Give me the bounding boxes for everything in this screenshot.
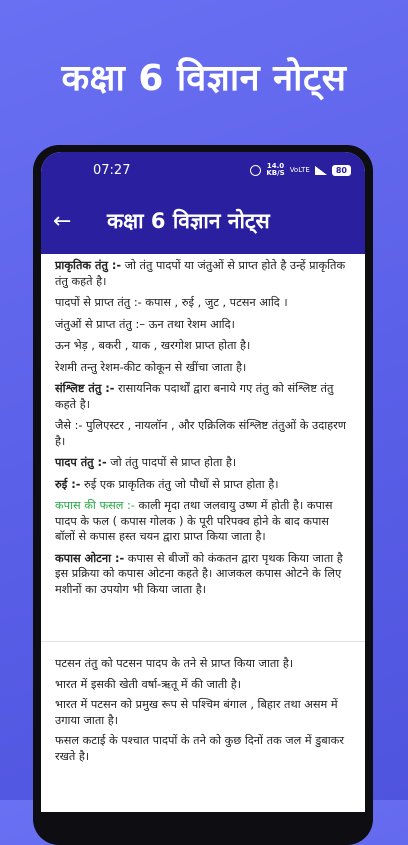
term-highlight: कपास की फसल :- <box>55 499 135 512</box>
note-paragraph: जैसे :- पुलिएस्टर , नायलॉन , और एक्रिलिक संश्लिष्ट तंतुओं के उदाहरण है। <box>55 419 346 448</box>
note-paragraph: प्राकृतिक तंतु :- जो तंतु पादपों या जंतुओं से प्राप्त होते है उन्हें प्राकृतिक तंतु कहते है। <box>55 259 346 288</box>
note-paragraph: संश्लिष्ट तंतु :- रासायनिक पदार्थों द्वारा बनाये गए तंतु को संश्लिष्ट तंतु कहते है। <box>55 382 334 411</box>
term: रुई :- <box>55 477 81 491</box>
status-time: 07:27 <box>93 162 131 178</box>
network-speed: 14.0 KB/S <box>266 162 285 177</box>
note-paragraph: भारत में पटसन को प्रमुख रूप से पश्चिम बंगाल , बिहार तथा असम में उगाया जाता है। <box>55 698 338 727</box>
status-bar <box>41 152 365 188</box>
note-paragraph: पटसन तंतु को पटसन पादप के तने से प्राप्त किया जाता है। <box>55 657 294 670</box>
note-paragraph: कपास ओटना :- कपास से बीजों को कंकतन द्वारा पृथक किया जाता है इस प्रक्रिया को कपास ओटना कहते है। आजकल कपास ओटने के लिए मशीनों का उपयोग भी किया जाता है। <box>55 551 343 596</box>
term: कपास ओटना :- <box>55 551 125 565</box>
notes-section-jute <box>55 656 351 764</box>
note-paragraph: कपास की फसल :- काली मृदा तथा जलवायु उष्ण में होती है। कपास पादप के फल ( कपास गोलक ) के पूरी परिपक्व होने के बाद कपास बॉलों से कपास हस्त चयन द्वारा प्राप्त किया जाता है। <box>55 499 333 543</box>
app-title: कक्षा 6 विज्ञान नोट्स <box>107 209 270 233</box>
arrow-left-icon[interactable]: ← <box>53 208 72 234</box>
note-paragraph: ऊन भेड़ , बकरी , याक , खरगोश प्राप्त होता है। <box>55 339 251 352</box>
note-paragraph: जंतुओं से प्राप्त तंतु :– ऊन तथा रेशम आदि। <box>55 317 235 331</box>
note-paragraph: रेशमी तन्तु रेशम-कीट कोकून से खींचा जाता है। <box>55 360 247 374</box>
note-paragraph: पादप तंतु :- जो तंतु पादपों से प्राप्त होता है। <box>55 456 237 469</box>
status-icons <box>250 163 351 177</box>
alarm-icon <box>250 165 261 176</box>
notes-content <box>41 254 365 764</box>
battery-icon: 80 <box>332 165 351 176</box>
note-paragraph: भारत में इसकी खेती वर्षा-ऋतू में की जाती है। <box>55 677 242 691</box>
app-bar <box>41 188 365 254</box>
note-paragraph: फसल कटाई के पश्चात पादपों के तने को कुछ दिनों तक जल में डुबाकर रखते है। <box>55 734 344 763</box>
term: प्राकृतिक तंतु :- <box>55 259 122 272</box>
term: संश्लिष्ट तंतु :- <box>55 382 115 395</box>
phone-screen <box>41 152 365 812</box>
signal-icon <box>315 166 327 175</box>
promo-title: कक्षा 6 विज्ञान नोट्स <box>61 58 347 99</box>
note-paragraph: पादपों से प्राप्त तंतु :- कपास , रुई , जुट , पटसन आदि । <box>55 296 288 309</box>
section-divider <box>41 641 365 642</box>
term: पादप तंतु :- <box>55 456 107 469</box>
volte-label: VoLTE <box>289 166 310 174</box>
note-paragraph: रुई :- रुई एक प्राकृतिक तंतु जो पौधों से प्राप्त होता है। <box>55 477 279 491</box>
